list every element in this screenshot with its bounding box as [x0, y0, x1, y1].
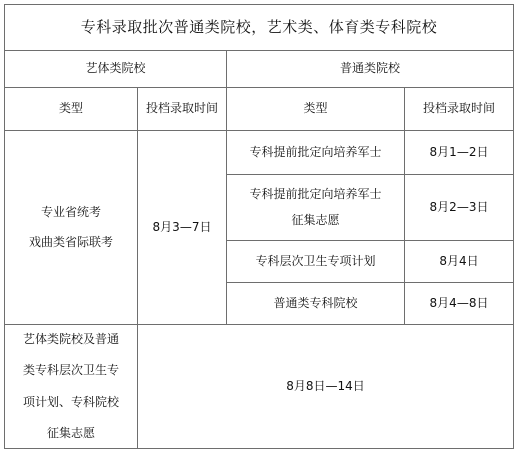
general-time-cell: 8月2—3日 — [405, 175, 514, 241]
final-type-line: 类专科层次卫生专 — [22, 363, 119, 378]
table-row — [5, 131, 514, 175]
group-general-schools: 普通类院校 — [227, 51, 514, 88]
general-time-cell: 8月4日 — [405, 241, 514, 283]
general-time-cell: 8月4—8日 — [405, 283, 514, 325]
general-type-line: 征集志愿 — [291, 212, 340, 227]
art-type-provincial-exam: 专业省统考 — [40, 205, 101, 220]
title-row — [5, 5, 514, 51]
header-type-general: 类型 — [227, 88, 405, 131]
general-type-cell: 普通类专科院校 — [227, 283, 405, 325]
table-row — [5, 325, 514, 449]
art-time-cell: 8月3—7日 — [138, 131, 227, 325]
admission-schedule — [4, 4, 513, 449]
final-type-line: 征集志愿 — [46, 425, 95, 440]
group-row — [5, 51, 514, 88]
group-art-schools: 艺体类院校 — [5, 51, 227, 88]
final-type-cell — [5, 325, 138, 449]
header-type-art: 类型 — [5, 88, 138, 131]
table-title: 专科录取批次普通类院校，艺术类、体育类专科院校 — [5, 5, 514, 51]
general-type-line: 专科提前批定向培养军士 — [249, 187, 382, 202]
art-type-opera-joint-exam: 戏曲类省际联考 — [28, 234, 113, 249]
general-type-cell: 专科层次卫生专项计划 — [227, 241, 405, 283]
header-time-art: 投档录取时间 — [138, 88, 227, 131]
general-time-cell: 8月1—2日 — [405, 131, 514, 175]
general-type-cell — [227, 175, 405, 241]
art-type-cell — [5, 131, 138, 325]
final-type-line: 艺体类院校及普通 — [22, 331, 119, 346]
header-time-general: 投档录取时间 — [405, 88, 514, 131]
final-type-line: 项计划、专科院校 — [22, 394, 119, 409]
final-time-cell: 8月8日—14日 — [138, 325, 514, 449]
header-row — [5, 88, 514, 131]
schedule-table — [4, 4, 514, 449]
general-type-cell: 专科提前批定向培养军士 — [227, 131, 405, 175]
